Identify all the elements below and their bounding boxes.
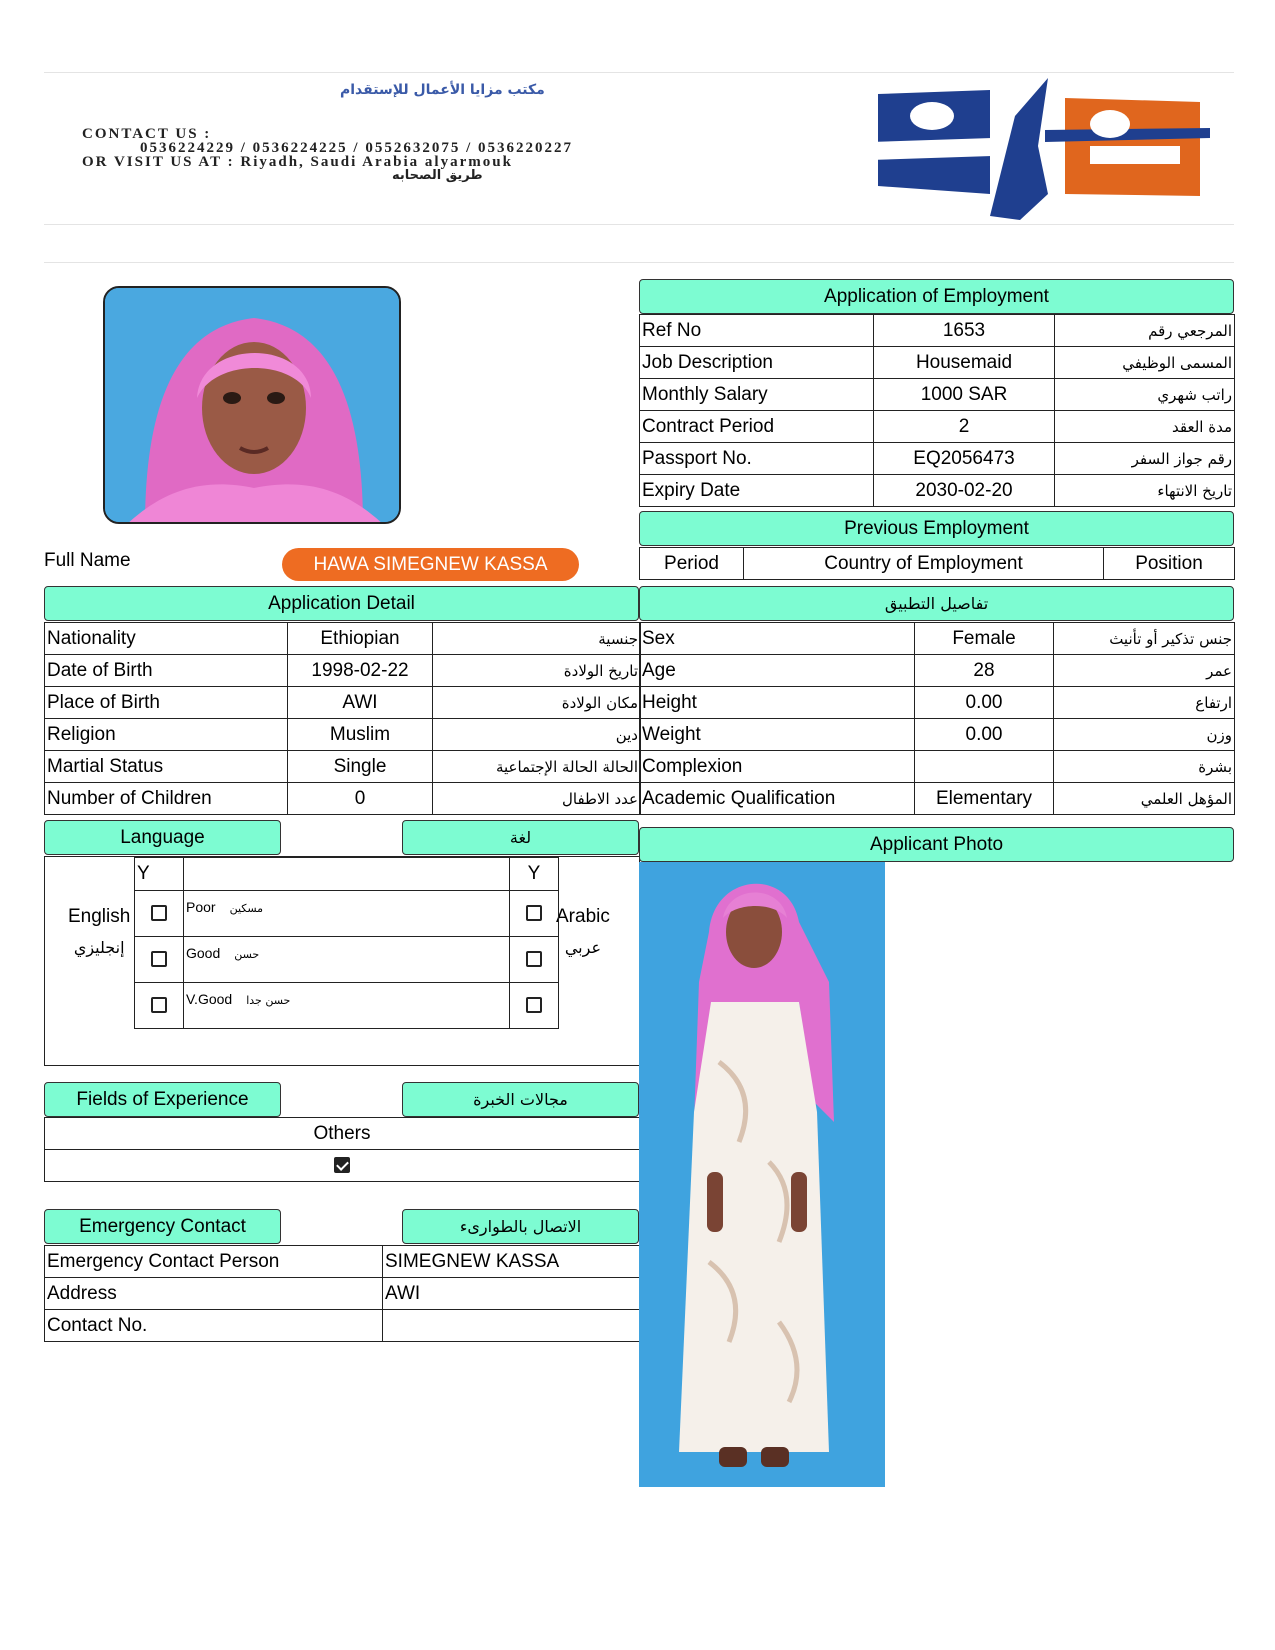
religion-arabic: دين	[433, 719, 641, 751]
period-header: Period	[640, 548, 744, 580]
full-name-label: Full Name	[44, 550, 131, 571]
weight-value: 0.00	[915, 719, 1054, 751]
table-row	[45, 687, 641, 719]
experience-field-label: Others	[45, 1118, 640, 1150]
contract-period-label: Contract Period	[640, 411, 874, 443]
header-rule-top	[44, 72, 1234, 73]
arabic-y-header: Y	[510, 858, 559, 891]
personal-detail-table	[639, 622, 1235, 815]
contact-label: CONTACT US :	[82, 126, 212, 142]
level-vgood-arabic: حسن جدا	[246, 994, 291, 1007]
org-name-arabic: مكتب مزايا الأعمال للإستقدام	[340, 82, 545, 98]
country-header: Country of Employment	[744, 548, 1104, 580]
language-level-row	[135, 937, 559, 983]
religion-value: Muslim	[288, 719, 433, 751]
qualification-value: Elementary	[915, 783, 1054, 815]
nationality-value: Ethiopian	[288, 623, 433, 655]
passport-no-value: EQ2056473	[874, 443, 1055, 475]
language-level-row	[135, 983, 559, 1029]
english-poor-checkbox[interactable]	[151, 905, 167, 921]
level-vgood-label: V.Good	[186, 991, 233, 1007]
employment-table	[639, 314, 1235, 507]
applicant-photo-title: Applicant Photo	[639, 827, 1234, 862]
level-vgood	[184, 983, 510, 1029]
age-label: Age	[640, 655, 915, 687]
language-level-row	[135, 891, 559, 937]
full-name-value: HAWA SIMEGNEW KASSA	[282, 548, 579, 581]
place-of-birth-label: Place of Birth	[45, 687, 288, 719]
arabic-good-checkbox[interactable]	[526, 951, 542, 967]
english-label: English	[68, 906, 131, 927]
table-header-row	[640, 548, 1235, 580]
table-row	[45, 719, 641, 751]
weight-label: Weight	[640, 719, 915, 751]
application-detail-title: Application Detail	[44, 586, 639, 621]
emergency-person-value: SIMEGNEW KASSA	[383, 1246, 641, 1278]
level-good-label: Good	[186, 945, 221, 961]
company-logo	[870, 76, 1210, 221]
arabic-label-block	[556, 906, 610, 957]
emergency-contact-value	[383, 1310, 641, 1342]
expiry-date-value: 2030-02-20	[874, 475, 1055, 507]
table-row	[640, 379, 1235, 411]
children-arabic: عدد الاطفال	[433, 783, 641, 815]
weight-arabic: وزن	[1054, 719, 1235, 751]
level-good-arabic: حسن	[234, 948, 260, 961]
marital-status-label: Martial Status	[45, 751, 288, 783]
table-row	[640, 623, 1235, 655]
english-label-arabic: إنجليزي	[73, 938, 125, 957]
table-row	[640, 443, 1235, 475]
experience-title: Fields of Experience	[44, 1082, 281, 1117]
language-header-row	[135, 858, 559, 891]
age-arabic: عمر	[1054, 655, 1235, 687]
table-row	[45, 1118, 640, 1150]
previous-employment-title: Previous Employment	[639, 511, 1234, 546]
place-of-birth-arabic: مكان الولادة	[433, 687, 641, 719]
contact-block	[82, 127, 573, 183]
arabic-good-cell	[510, 937, 559, 983]
emergency-address-value: AWI	[383, 1278, 641, 1310]
english-poor-cell	[135, 891, 184, 937]
marital-status-arabic: الحالة الحالة الإجتماعية	[433, 751, 641, 783]
religion-label: Religion	[45, 719, 288, 751]
english-y-header: Y	[135, 858, 184, 891]
application-detail-arabic-title: تفاصيل التطبيق	[639, 586, 1234, 621]
job-description-arabic: المسمى الوظيفي	[1055, 347, 1235, 379]
emergency-address-label: Address	[45, 1278, 383, 1310]
height-arabic: ارتفاع	[1054, 687, 1235, 719]
english-label-block	[68, 906, 130, 957]
experience-others-checkbox[interactable]	[334, 1157, 350, 1173]
passport-no-arabic: رقم جواز السفر	[1055, 443, 1235, 475]
job-description-value: Housemaid	[874, 347, 1055, 379]
contract-period-value: 2	[874, 411, 1055, 443]
nationality-arabic: جنسية	[433, 623, 641, 655]
table-row	[45, 623, 641, 655]
monthly-salary-label: Monthly Salary	[640, 379, 874, 411]
application-detail-table	[44, 622, 641, 815]
language-table	[134, 857, 559, 1029]
english-vgood-checkbox[interactable]	[151, 997, 167, 1013]
level-poor	[184, 891, 510, 937]
level-good	[184, 937, 510, 983]
expiry-date-arabic: تاريخ الانتهاء	[1055, 475, 1235, 507]
table-row	[640, 687, 1235, 719]
table-row	[640, 751, 1235, 783]
ref-no-arabic: المرجعي رقم	[1055, 315, 1235, 347]
children-value: 0	[288, 783, 433, 815]
experience-table	[44, 1117, 640, 1182]
ref-no-label: Ref No	[640, 315, 874, 347]
experience-check-cell	[45, 1150, 640, 1182]
experience-title-arabic: مجالات الخبرة	[402, 1082, 639, 1117]
qualification-arabic: المؤهل العلمي	[1054, 783, 1235, 815]
english-good-cell	[135, 937, 184, 983]
table-row	[640, 347, 1235, 379]
table-row	[640, 315, 1235, 347]
height-label: Height	[640, 687, 915, 719]
place-of-birth-value: AWI	[288, 687, 433, 719]
sex-label: Sex	[640, 623, 915, 655]
table-row	[640, 475, 1235, 507]
language-title-arabic: لغة	[402, 820, 639, 855]
dob-arabic: تاريخ الولادة	[433, 655, 641, 687]
table-row	[640, 719, 1235, 751]
arabic-label-arabic: عربي	[564, 938, 602, 957]
arabic-vgood-cell	[510, 983, 559, 1029]
monthly-salary-arabic: راتب شهري	[1055, 379, 1235, 411]
children-label: Number of Children	[45, 783, 288, 815]
table-row	[45, 1246, 641, 1278]
sex-arabic: جنس تذكير أو تأنيث	[1054, 623, 1235, 655]
complexion-label: Complexion	[640, 751, 915, 783]
arabic-vgood-checkbox[interactable]	[526, 997, 542, 1013]
street-arabic: طريق الصحابه	[392, 168, 483, 183]
expiry-date-label: Expiry Date	[640, 475, 874, 507]
table-row	[45, 1278, 641, 1310]
arabic-label: Arabic	[556, 906, 610, 927]
previous-employment-table	[639, 547, 1235, 580]
job-description-label: Job Description	[640, 347, 874, 379]
level-header	[184, 858, 510, 891]
contract-period-arabic: مدة العقد	[1055, 411, 1235, 443]
table-row	[640, 783, 1235, 815]
age-value: 28	[915, 655, 1054, 687]
complexion-value	[915, 751, 1054, 783]
arabic-poor-cell	[510, 891, 559, 937]
position-header: Position	[1104, 548, 1235, 580]
section-rule	[44, 262, 1234, 263]
emergency-title: Emergency Contact	[44, 1209, 281, 1244]
table-row	[45, 751, 641, 783]
visit-line: OR VISIT US AT : Riyadh, Saudi Arabia alyarmouk	[82, 154, 513, 170]
qualification-label: Academic Qualification	[640, 783, 915, 815]
emergency-contact-label: Contact No.	[45, 1310, 383, 1342]
nationality-label: Nationality	[45, 623, 288, 655]
dob-value: 1998-02-22	[288, 655, 433, 687]
header-rule-bottom	[44, 224, 1234, 225]
english-vgood-cell	[135, 983, 184, 1029]
arabic-poor-checkbox[interactable]	[526, 905, 542, 921]
table-row	[45, 655, 641, 687]
employment-title: Application of Employment	[639, 279, 1234, 314]
applicant-full-photo	[639, 862, 885, 1487]
table-row	[640, 655, 1235, 687]
emergency-person-label: Emergency Contact Person	[45, 1246, 383, 1278]
level-poor-arabic: مسكين	[229, 902, 264, 915]
passport-no-label: Passport No.	[640, 443, 874, 475]
applicant-portrait	[103, 286, 401, 524]
emergency-table	[44, 1245, 641, 1342]
level-poor-label: Poor	[186, 899, 216, 915]
table-row	[45, 783, 641, 815]
complexion-arabic: بشرة	[1054, 751, 1235, 783]
marital-status-value: Single	[288, 751, 433, 783]
table-row	[45, 1150, 640, 1182]
monthly-salary-value: 1000 SAR	[874, 379, 1055, 411]
table-row	[640, 411, 1235, 443]
language-title: Language	[44, 820, 281, 855]
emergency-title-arabic: الاتصال بالطوارىء	[402, 1209, 639, 1244]
ref-no-value: 1653	[874, 315, 1055, 347]
table-row	[45, 1310, 641, 1342]
sex-value: Female	[915, 623, 1054, 655]
height-value: 0.00	[915, 687, 1054, 719]
dob-label: Date of Birth	[45, 655, 288, 687]
contact-phones: 0536224229 / 0536224225 / 0552632075 / 0536220227	[140, 140, 574, 156]
english-good-checkbox[interactable]	[151, 951, 167, 967]
